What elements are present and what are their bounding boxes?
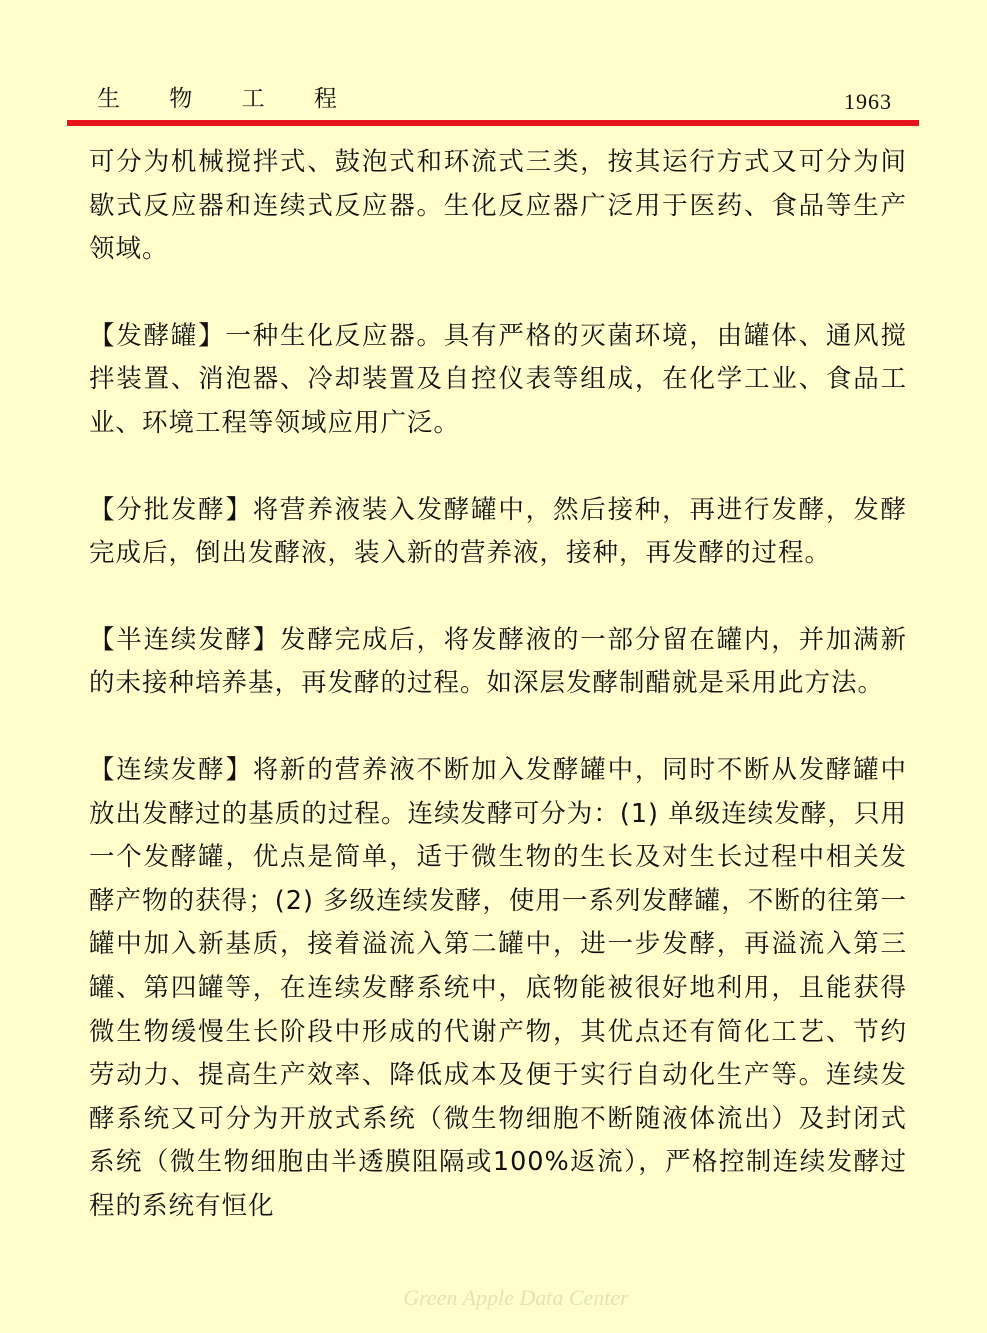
entry-semi-continuous-fermentation [89, 619, 907, 706]
entry-definition: 将营养液装入发酵罐中，然后接种，再进行发酵，发酵完成后，倒出发酵液，装入新的营养液，接种，再发酵的过程。 [89, 494, 907, 569]
entry-continuous-fermentation [89, 749, 907, 1229]
footer-watermark: Green Apple Data Center [403, 1285, 629, 1310]
entry-term: 【发酵罐】 [89, 320, 226, 351]
entry-definition: 发酵完成后，将发酵液的一部分留在罐内，并加满新的未接种培养基，再发酵的过程。如深层发酵制醋就是采用此方法。 [89, 624, 907, 699]
body-text [89, 141, 907, 1271]
entry-term: 【半连续发酵】 [89, 624, 281, 655]
entry-definition: 一种生化反应器。具有严格的灭菌环境，由罐体、通风搅拌装置、消泡器、冷却装置及自控仪表等组成，在化学工业、食品工业、环境工程等领域应用广泛。 [89, 320, 907, 438]
entry-batch-fermentation [89, 489, 907, 576]
entry-term: 【连续发酵】 [89, 754, 253, 785]
entry-definition: 将新的营养液不断加入发酵罐中，同时不断从发酵罐中放出发酵过的基质的过程。连续发酵可分为：(1) 单级连续发酵，只用一个发酵罐，优点是简单，适于微生物的生长及对生长过程中相关发酵产物的获得；(2) 多级连续发酵，使用一系列发酵罐，不断的往第一罐中加入新基质，接着溢流入第二罐中，进一步发酵，再溢流入第三罐、第四罐等，在连续发酵系统中，底物能被很好地利用，且能获得微生物缓慢生长阶段中形成的代谢产物，其优点还有简化工艺、节约劳动力、提高生产效率、降低成本及便于实行自动化生产等。连续发酵系统又可分为开放式系统（微生物细胞不断随液体流出）及封闭式系统（微生物细胞由半透膜阻隔或100%返流），严格控制连续发酵过程的系统有恒化 [89, 754, 907, 1221]
paragraph-continued [89, 141, 907, 272]
entry-fermenter [89, 315, 907, 446]
page-number: 1963 [844, 89, 892, 114]
page-header [0, 0, 987, 130]
entry-term: 【分批发酵】 [89, 494, 253, 525]
header-rule [67, 120, 919, 126]
paragraph-text: 可分为机械搅拌式、鼓泡式和环流式三类，按其运行方式又可分为间歇式反应器和连续式反应器。生化反应器广泛用于医药、食品等生产领域。 [89, 147, 907, 265]
running-title: 生 物 工 程 [97, 86, 358, 112]
